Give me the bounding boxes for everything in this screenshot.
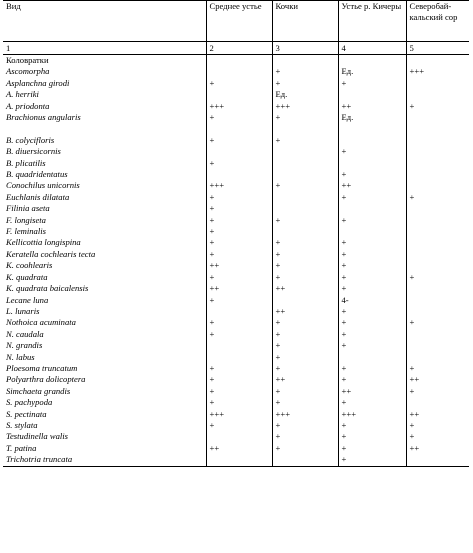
header-species: Вид [3, 1, 206, 42]
species-name: F. longiseta [6, 214, 46, 225]
cell-kichera-mouth [338, 158, 406, 169]
table-row [3, 215, 469, 226]
species-name: S. pachypoda [6, 397, 53, 408]
cell-severobaikalsky-sor [406, 260, 469, 271]
species-name: Polyarthra dolicoptera [6, 374, 86, 385]
cell-kichera-mouth: +++ [338, 409, 406, 420]
cell-severobaikalsky-sor: + [406, 420, 469, 431]
cell-middle-mouth: + [206, 317, 272, 328]
species-name: K. coohlearis [6, 260, 53, 271]
table-row [3, 249, 469, 260]
table-row [3, 386, 469, 397]
cell-middle-mouth: + [206, 374, 272, 385]
table-row [3, 431, 469, 442]
table-row [3, 226, 469, 237]
table-row [3, 89, 469, 100]
cell-kichera-mouth: + [338, 397, 406, 408]
table-row [3, 352, 469, 363]
cell-kichera-mouth: + [338, 454, 406, 466]
cell-kichera-mouth: ++ [338, 180, 406, 191]
cell-kochki: +++ [272, 101, 338, 112]
cell-kochki: ++ [272, 283, 338, 294]
cell-kichera-mouth: + [338, 237, 406, 248]
species-name: K. quadrata baicalensis [6, 283, 89, 294]
species-name: Ploesoma truncatum [6, 362, 78, 373]
cell-kochki [272, 146, 338, 157]
cell-severobaikalsky-sor [406, 146, 469, 157]
cell-kichera-mouth [338, 352, 406, 363]
table-row [3, 443, 469, 454]
cell-middle-mouth: + [206, 78, 272, 89]
species-name: B. plicatilis [6, 157, 46, 168]
species-name: F. leminalis [6, 226, 46, 237]
cell-kochki: + [272, 260, 338, 271]
table-row [3, 66, 469, 77]
header-severobaikalsky-sor: Северобай-кальский сор [406, 1, 469, 42]
table-row [3, 272, 469, 283]
cell-kochki [272, 454, 338, 466]
cell-kichera-mouth: + [338, 146, 406, 157]
cell-kochki: + [272, 66, 338, 77]
cell-severobaikalsky-sor: + [406, 431, 469, 442]
cell-middle-mouth [206, 431, 272, 442]
cell-severobaikalsky-sor [406, 135, 469, 146]
species-name: A. herriki [6, 89, 39, 100]
cell-kochki: + [272, 317, 338, 328]
cell-kochki: + [272, 78, 338, 89]
table-row [3, 420, 469, 431]
cell-middle-mouth [206, 169, 272, 180]
cell-severobaikalsky-sor [406, 329, 469, 340]
species-name: Testudinella walis [6, 431, 68, 442]
group-label: Коловратки [6, 55, 49, 65]
cell-kochki: + [272, 431, 338, 442]
cell-severobaikalsky-sor: + [406, 386, 469, 397]
cell-kichera-mouth: + [338, 260, 406, 271]
cell-severobaikalsky-sor [406, 397, 469, 408]
cell-severobaikalsky-sor [406, 89, 469, 100]
cell-middle-mouth: + [206, 226, 272, 237]
column-number: 5 [406, 42, 469, 55]
cell-middle-mouth: +++ [206, 101, 272, 112]
cell-middle-mouth: + [206, 192, 272, 203]
cell-kichera-mouth: + [338, 363, 406, 374]
species-name: B. quadridentatus [6, 169, 68, 180]
table-row [3, 203, 469, 214]
cell-severobaikalsky-sor [406, 112, 469, 123]
species-name: Conochilus unicornis [6, 180, 80, 191]
cell-severobaikalsky-sor [406, 454, 469, 466]
cell-kichera-mouth: Ед. [338, 112, 406, 123]
cell-kochki: + [272, 180, 338, 191]
table-row [3, 260, 469, 271]
cell-kichera-mouth: + [338, 420, 406, 431]
species-name: K. quadrata [6, 271, 48, 282]
cell-kochki: + [272, 249, 338, 260]
species-name: S. stylata [6, 419, 38, 430]
table-row [3, 306, 469, 317]
table-row [3, 112, 469, 123]
header-kichera-mouth: Устье р. Кичеры [338, 1, 406, 42]
cell-middle-mouth: + [206, 272, 272, 283]
cell-middle-mouth: + [206, 249, 272, 260]
table-row [3, 283, 469, 294]
species-name: B. colycifloris [6, 134, 55, 145]
cell-kochki [272, 203, 338, 214]
cell-middle-mouth [206, 340, 272, 351]
cell-middle-mouth [206, 146, 272, 157]
cell-kochki [272, 192, 338, 203]
cell-kichera-mouth: + [338, 283, 406, 294]
cell-severobaikalsky-sor: + [406, 101, 469, 112]
cell-severobaikalsky-sor: ++ [406, 443, 469, 454]
cell-kichera-mouth: + [338, 374, 406, 385]
table-row [3, 374, 469, 385]
cell-middle-mouth: + [206, 112, 272, 123]
species-name: Keratella cochlearis tecta [6, 248, 96, 259]
cell-kichera-mouth [338, 123, 406, 134]
species-name: Asplanchna girodi [6, 77, 70, 88]
table-row [3, 397, 469, 408]
species-name [3, 123, 206, 134]
cell-middle-mouth: + [206, 397, 272, 408]
cell-middle-mouth: ++ [206, 443, 272, 454]
cell-kochki: ++ [272, 374, 338, 385]
cell-kochki [272, 169, 338, 180]
species-name: N. caudala [6, 328, 44, 339]
header-kochki: Кочки [272, 1, 338, 42]
table-row [3, 409, 469, 420]
cell-kichera-mouth: + [338, 78, 406, 89]
cell-severobaikalsky-sor: + [406, 363, 469, 374]
header-middle-mouth: Среднее устье [206, 1, 272, 42]
cell-kichera-mouth: + [338, 329, 406, 340]
cell-kochki: + [272, 420, 338, 431]
cell-kochki: + [272, 397, 338, 408]
cell-kichera-mouth: + [338, 272, 406, 283]
cell-severobaikalsky-sor [406, 78, 469, 89]
cell-kichera-mouth: + [338, 306, 406, 317]
cell-middle-mouth: + [206, 237, 272, 248]
cell-middle-mouth [206, 306, 272, 317]
cell-kichera-mouth: + [338, 340, 406, 351]
cell-kochki: + [272, 352, 338, 363]
species-name: Ascomorpha [6, 66, 50, 77]
cell-kichera-mouth: + [338, 431, 406, 442]
table-row [3, 192, 469, 203]
cell-kochki: +++ [272, 409, 338, 420]
cell-kichera-mouth: + [338, 249, 406, 260]
species-name: S. pectinata [6, 408, 47, 419]
cell-kichera-mouth: + [338, 215, 406, 226]
species-name: B. diuersicornis [6, 146, 61, 157]
cell-middle-mouth: + [206, 215, 272, 226]
table-row [3, 78, 469, 89]
cell-severobaikalsky-sor [406, 226, 469, 237]
cell-middle-mouth: + [206, 386, 272, 397]
cell-kochki [272, 295, 338, 306]
species-name: N. grandis [6, 340, 43, 351]
table-row [3, 101, 469, 112]
table-row [3, 454, 469, 466]
cell-middle-mouth: + [206, 420, 272, 431]
cell-severobaikalsky-sor [406, 340, 469, 351]
cell-severobaikalsky-sor [406, 352, 469, 363]
cell-kochki: + [272, 112, 338, 123]
cell-middle-mouth [206, 89, 272, 100]
cell-kichera-mouth: + [338, 169, 406, 180]
species-name: L. lunaris [6, 305, 40, 316]
table-row [3, 340, 469, 351]
cell-kochki [272, 123, 338, 134]
cell-kochki [272, 158, 338, 169]
cell-middle-mouth: +++ [206, 409, 272, 420]
cell-severobaikalsky-sor [406, 249, 469, 260]
cell-middle-mouth: ++ [206, 283, 272, 294]
table-row [3, 158, 469, 169]
header-row [3, 1, 469, 42]
cell-kochki: + [272, 386, 338, 397]
cell-severobaikalsky-sor: + [406, 317, 469, 328]
cell-severobaikalsky-sor [406, 295, 469, 306]
cell-middle-mouth [206, 352, 272, 363]
group-row [3, 55, 469, 67]
cell-kochki: ++ [272, 306, 338, 317]
cell-kichera-mouth: + [338, 192, 406, 203]
column-number: 4 [338, 42, 406, 55]
species-name: Filinia aseta [6, 203, 50, 214]
table-row [3, 135, 469, 146]
cell-severobaikalsky-sor: + [406, 272, 469, 283]
cell-severobaikalsky-sor [406, 203, 469, 214]
column-number: 3 [272, 42, 338, 55]
cell-kochki: + [272, 272, 338, 283]
cell-kochki: + [272, 135, 338, 146]
cell-kichera-mouth [338, 135, 406, 146]
cell-kochki: + [272, 363, 338, 374]
cell-severobaikalsky-sor [406, 180, 469, 191]
cell-severobaikalsky-sor [406, 169, 469, 180]
cell-severobaikalsky-sor: +++ [406, 66, 469, 77]
cell-kichera-mouth: + [338, 317, 406, 328]
cell-middle-mouth: + [206, 203, 272, 214]
species-name: N. labus [6, 351, 35, 362]
cell-middle-mouth: + [206, 158, 272, 169]
cell-severobaikalsky-sor [406, 237, 469, 248]
cell-kichera-mouth: ++ [338, 386, 406, 397]
species-name: Brachionus angularis [6, 112, 81, 123]
cell-severobaikalsky-sor [406, 306, 469, 317]
column-number-row [3, 42, 469, 55]
cell-middle-mouth: + [206, 329, 272, 340]
cell-kochki: + [272, 237, 338, 248]
species-occurrence-table [3, 0, 469, 467]
cell-kochki: + [272, 329, 338, 340]
table-row [3, 180, 469, 191]
cell-middle-mouth: ++ [206, 260, 272, 271]
species-name: Trichotria truncata [3, 454, 206, 466]
species-name: Kellicottia longispina [6, 237, 81, 248]
cell-middle-mouth: +++ [206, 180, 272, 191]
cell-kochki: + [272, 443, 338, 454]
table-row [3, 237, 469, 248]
cell-kochki [272, 226, 338, 237]
cell-kichera-mouth [338, 203, 406, 214]
table-row [3, 123, 469, 134]
cell-middle-mouth: + [206, 295, 272, 306]
cell-kochki: + [272, 340, 338, 351]
species-name: Euchlanis dilatata [6, 191, 70, 202]
cell-kichera-mouth [338, 89, 406, 100]
table-row [3, 295, 469, 306]
cell-kochki: Ед. [272, 89, 338, 100]
table-row [3, 146, 469, 157]
cell-severobaikalsky-sor: ++ [406, 409, 469, 420]
cell-middle-mouth [206, 66, 272, 77]
cell-severobaikalsky-sor [406, 158, 469, 169]
cell-middle-mouth [206, 123, 272, 134]
species-name: T. patina [6, 442, 37, 453]
species-name: Nothoica acuminata [6, 317, 76, 328]
cell-severobaikalsky-sor: + [406, 192, 469, 203]
cell-kichera-mouth: ++ [338, 101, 406, 112]
cell-kichera-mouth [338, 226, 406, 237]
species-name: A. priodonta [6, 100, 50, 111]
table-row [3, 317, 469, 328]
cell-severobaikalsky-sor: ++ [406, 374, 469, 385]
species-name: Simchaeta grandis [6, 385, 71, 396]
column-number: 2 [206, 42, 272, 55]
cell-severobaikalsky-sor [406, 283, 469, 294]
table-row [3, 363, 469, 374]
cell-severobaikalsky-sor [406, 123, 469, 134]
column-number: 1 [3, 42, 206, 55]
species-name: Lecane luna [6, 294, 49, 305]
cell-middle-mouth: + [206, 135, 272, 146]
cell-severobaikalsky-sor [406, 215, 469, 226]
cell-middle-mouth: + [206, 363, 272, 374]
table-body [3, 55, 469, 467]
cell-kichera-mouth: 4- [338, 295, 406, 306]
cell-kochki: + [272, 215, 338, 226]
cell-middle-mouth [206, 454, 272, 466]
cell-kichera-mouth: Ед. [338, 66, 406, 77]
cell-kichera-mouth: + [338, 443, 406, 454]
table-row [3, 169, 469, 180]
table-row [3, 329, 469, 340]
